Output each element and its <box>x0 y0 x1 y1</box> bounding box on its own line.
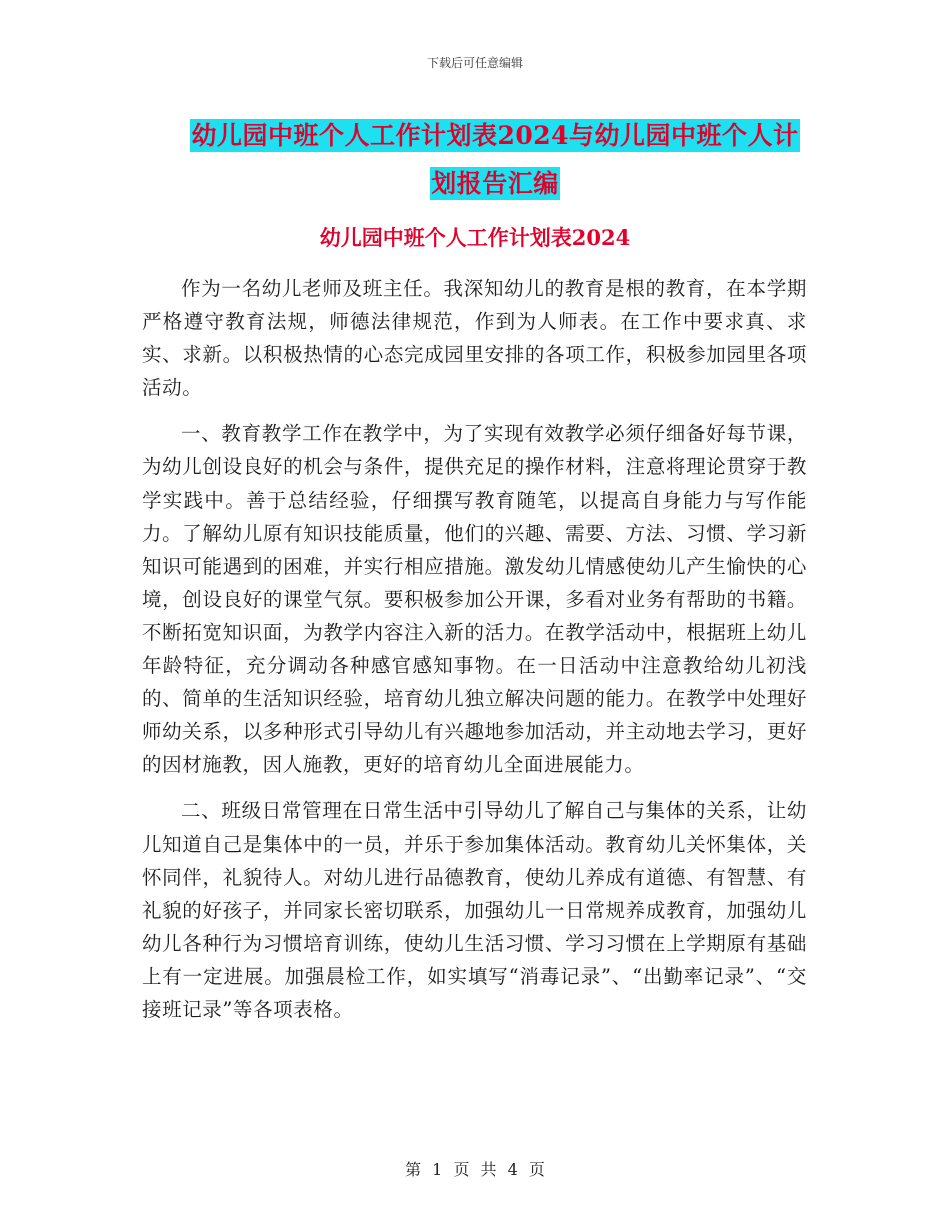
section-title: 幼儿园中班个人工作计划表2024 <box>319 225 631 250</box>
paragraph-intro: 作为一名幼儿老师及班主任。我深知幼儿的教育是根的教育，在本学期严格遵守教育法规，师德法律规范，作到为人师表。在工作中要求真、求实、求新。以积极热情的心态完成园里安排的各项工作，积极参加园里各项活动。 <box>142 277 807 400</box>
header-note: 下载后可任意编辑 <box>426 56 523 70</box>
document-title-line1: 幼儿园中班个人工作计划表2024与幼儿园中班个人计 <box>191 121 799 150</box>
page-footer: 第 1 页 共 4 页 <box>405 1160 545 1179</box>
paragraph-teaching-work: 一、教育教学工作在教学中，为了实现有效教学必须仔细备好每节课，为幼儿创设良好的机会与条件，提供充足的操作材料，注意将理论贯穿于教学实践中。善于总结经验，仔细撰写教育随笔，以提高自身能力与写作能力。了解幼儿原有知识技能质量，他们的兴趣、需要、方法、习惯、学习新知识可能遇到的困难，并实行相应措施。激发幼儿情感使幼儿产生愉快的心境，创设良好的课堂气氛。要积极参加公开课，多看对业务有帮助的书籍。不断拓宽知识面，为教学内容注入新的活力。在教学活动中，根据班上幼儿年龄特征，充分调动各种感官感知事物。在一日活动中注意教给幼儿初浅的、简单的生活知识经验，培育幼儿独立解决问题的能力。在教学中处理好师幼关系，以多种形式引导幼儿有兴趣地参加活动，并主动地去学习，更好的因材施教，因人施教，更好的培育幼儿全面进展能力。 <box>142 422 807 777</box>
document-title <box>145 112 845 208</box>
body-text <box>142 272 807 1039</box>
paragraph-class-management: 二、班级日常管理在日常生活中引导幼儿了解自己与集体的关系，让幼儿知道自己是集体中的一员，并乐于参加集体活动。教育幼儿关怀集体，关怀同伴，礼貌待人。对幼儿进行品德教育，使幼儿养成有道德、有智慧、有礼貌的好孩子，并同家长密切联系，加强幼儿一日常规养成教育，加强幼儿幼儿各种行为习惯培育训练，使幼儿生活习惯、学习习惯在上学期原有基础上有一定进展。加强晨检工作，如实填写“消毒记录”、“出勤率记录”、“交接班记录”等各项表格。 <box>142 799 807 1021</box>
document-title-line2: 划报告汇编 <box>431 169 559 198</box>
